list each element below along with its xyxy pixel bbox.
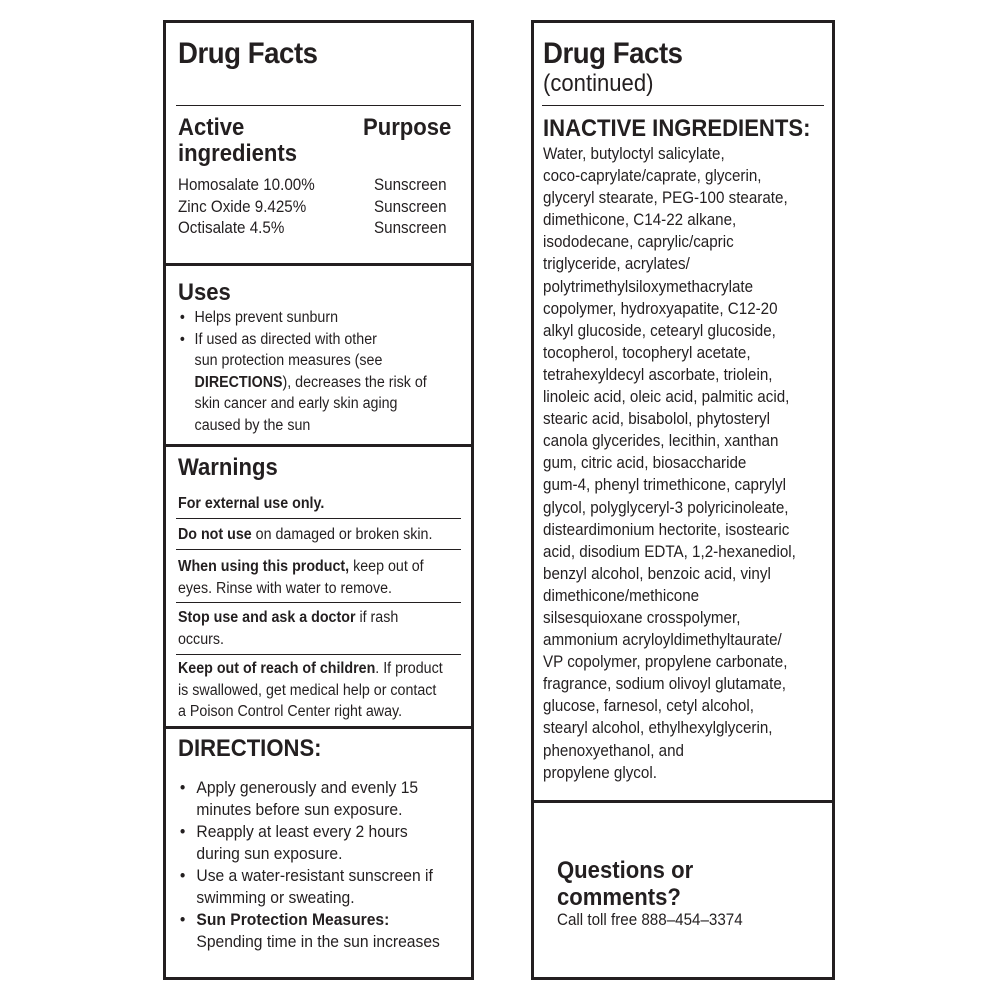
uses-item [178,329,427,437]
uses-item: • Helps prevent sunburn [178,307,427,329]
inactive-ingredient-line: acid, disodium EDTA, 1,2-hexanediol, [543,542,796,561]
ingredient-name: Zinc Oxide 9.425% [178,197,307,216]
direction-line-bold: • Sun Protection Measures: [196,910,390,929]
inactive-ingredient-line: stearyl alcohol, ethylhexylglycerin, [543,719,773,738]
inactive-ingredient-line: dimethicone, C14-22 alkane, [543,211,737,230]
active-ingredients-list [178,175,315,240]
warning-divider [176,549,461,550]
direction-line: during sun exposure. [196,844,343,863]
uses-line: caused by the sun [194,416,311,434]
section-divider [166,444,471,447]
title-divider [176,105,461,106]
warning-divider [176,602,461,603]
inactive-ingredient-line: fragrance, sodium olivoyl glutamate, [543,675,787,694]
warning-divider [176,654,461,655]
warning-bold: Stop use and ask a doctor [178,609,356,626]
section-divider [166,263,471,266]
direction-line: swimming or sweating. [196,888,355,907]
ingredient-purpose: Sunscreen [374,176,447,194]
active-ingredients-heading [178,115,297,167]
questions-line: comments? [557,884,681,911]
ingredient-purpose: Sunscreen [374,219,447,237]
drug-facts-panel-right [531,20,835,980]
inactive-ingredient-line: stearic acid, bisabolol, phytosteryl [543,410,770,429]
inactive-ingredient-line: propylene glycol. [543,763,657,782]
section-divider [166,726,471,729]
directions-ref: DIRECTIONS [194,373,283,391]
inactive-ingredient-line: disteardimonium hectorite, isostearic [543,520,790,539]
active-row [178,197,315,219]
section-divider [534,800,832,803]
uses-heading: Uses [178,279,231,306]
continued-label: (continued) [543,70,654,97]
inactive-ingredient-line: VP copolymer, propylene carbonate, [543,653,788,672]
warning-text: a Poison Control Center right away. [178,703,403,720]
warning-text: on damaged or broken skin. [251,526,433,543]
purpose-heading: Purpose [363,114,452,141]
inactive-ingredients-heading: INACTIVE INGREDIENTS: [543,115,811,142]
warning-text: is swallowed, get medical help or contact [178,681,437,699]
inactive-ingredient-line: benzyl alcohol, benzoic acid, vinyl [543,564,771,583]
inactive-ingredient-line: gum-4, phenyl trimethicone, caprylyl [543,476,786,495]
drug-facts-title: Drug Facts [178,37,318,70]
warning-divider [176,518,461,519]
title-divider [542,105,824,106]
active-heading-line2: ingredients [178,140,298,167]
drug-facts-panel-left [163,20,474,980]
drug-facts-title: Drug Facts [543,37,683,70]
direction-line: • Apply generously and evenly 15 [196,778,419,797]
questions-heading [557,857,693,911]
direction-line: • Use a water-resistant sunscreen if [196,866,433,885]
ingredient-purpose: Sunscreen [374,197,447,216]
active-row [178,175,315,197]
active-heading-line1: Active [178,114,245,141]
inactive-ingredient-line: glyceryl stearate, PEG-100 stearate, [543,189,788,208]
purpose-list [374,175,447,240]
warning-text: keep out of [349,558,424,575]
ingredient-name: Octisalate 4.5% [178,219,285,237]
warning-do-not-use [178,524,432,546]
inactive-ingredient-line: coco-caprylate/caprate, glycerin, [543,167,762,186]
warning-bold: When using this product, [178,558,350,575]
direction-item [178,909,440,953]
directions-heading: DIRECTIONS: [178,735,322,762]
inactive-ingredients-list [543,143,796,784]
inactive-ingredient-line: copolymer, hydroxyapatite, C12-20 [543,299,778,318]
direction-item [178,865,440,909]
inactive-ingredient-line: tetrahexyldecyl ascorbate, triolein, [543,365,773,384]
direction-line: Spending time in the sun increases [196,932,440,951]
inactive-ingredient-line: alkyl glucoside, cetearyl glucoside, [543,321,776,340]
uses-line: skin cancer and early skin aging [194,395,398,412]
directions-list [178,777,440,953]
direction-line: • Reapply at least every 2 hours [196,822,408,841]
uses-line: sun protection measures (see [194,352,383,369]
active-row [178,218,315,240]
uses-line: • If used as directed with other [194,330,377,348]
inactive-ingredient-line: phenoxyethanol, and [543,741,684,760]
uses-line [195,372,427,394]
warning-bold: Do not use [178,526,252,543]
inactive-ingredient-line: isododecane, caprylic/capric [543,233,734,252]
inactive-ingredient-line: polytrimethylsiloxymethacrylate [543,277,754,296]
inactive-ingredient-line: glycol, polyglyceryl-3 polyricinoleate, [543,498,789,517]
warning-text: occurs. [178,630,224,648]
questions-line: Questions or [557,857,694,884]
warning-keep-out [178,658,443,723]
warning-bold: Keep out of reach of children [178,660,376,677]
inactive-ingredient-line: Water, butyloctyl salicylate, [543,145,725,163]
warning-stop-use [178,607,398,650]
warning-external: For external use only. [178,495,325,512]
inactive-ingredient-line: triglyceride, acrylates/ [543,255,690,274]
uses-line-rest: ), decreases the risk of [282,373,427,391]
warnings-heading: Warnings [178,454,278,481]
direction-line: minutes before sun exposure. [196,800,403,819]
warning-text: . If product [375,660,443,677]
inactive-ingredient-line: canola glycerides, lecithin, xanthan [543,432,779,451]
uses-list [178,307,427,436]
inactive-ingredient-line: silsesquioxane crosspolymer, [543,608,741,627]
ingredient-name: Homosalate 10.00% [178,176,315,194]
warning-text: eyes. Rinse with water to remove. [178,579,392,597]
inactive-ingredient-line: gum, citric acid, biosaccharide [543,454,747,473]
inactive-ingredient-line: ammonium acryloyldimethyltaurate/ [543,631,782,650]
direction-item [178,777,440,821]
warning-text: if rash [355,609,399,626]
inactive-ingredient-line: linoleic acid, oleic acid, palmitic acid, [543,388,790,407]
inactive-ingredient-line: glucose, farnesol, cetyl alcohol, [543,697,754,716]
inactive-ingredient-line: tocopherol, tocopheryl acetate, [543,343,751,362]
inactive-ingredient-line: dimethicone/methicone [543,586,700,605]
direction-item [178,821,440,865]
toll-free-number: Call toll free 888–454–3374 [557,911,743,929]
warning-when-using [178,556,424,599]
